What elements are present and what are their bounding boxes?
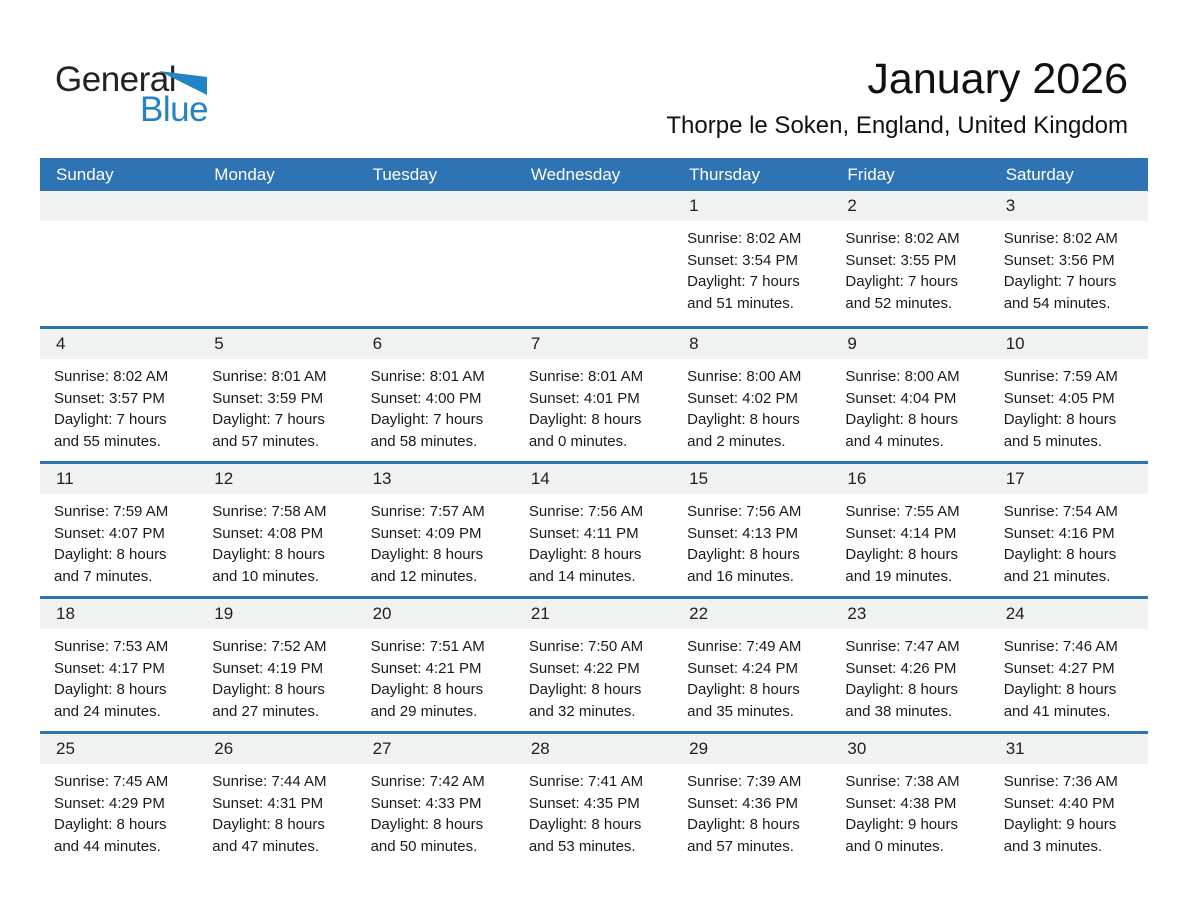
weekday-header-tuesday: Tuesday — [372, 164, 438, 184]
day-number — [198, 191, 356, 221]
sunrise-text: Sunrise: 8:02 AM — [54, 368, 169, 385]
daylight-minutes-text: and 16 minutes. — [687, 567, 794, 585]
daylight-minutes-text: and 32 minutes. — [528, 702, 636, 720]
day-cell — [515, 191, 673, 326]
day-cell — [198, 599, 356, 731]
daylight-minutes-text: and 0 minutes. — [845, 837, 944, 855]
day-number: 17 — [990, 464, 1148, 494]
daylight-minutes-text: and 4 minutes. — [845, 432, 944, 450]
sunset-text: Sunset: 4:26 PM — [845, 659, 957, 677]
daylight-minutes-text: and 53 minutes. — [528, 837, 636, 855]
sunset-text: Sunset: 3:54 PM — [687, 251, 799, 269]
sunset-text: Sunset: 4:24 PM — [687, 659, 799, 677]
day-details — [357, 221, 515, 228]
sunrise-text: Sunrise: 8:02 AM — [687, 230, 802, 247]
day-number: 27 — [357, 734, 515, 764]
day-details — [198, 629, 356, 722]
daylight-hours-text: Daylight: 8 hours — [845, 681, 958, 698]
daylight-hours-text: Daylight: 7 hours — [212, 411, 325, 428]
day-cell — [198, 734, 356, 866]
day-number: 20 — [357, 599, 515, 629]
day-cell — [831, 734, 989, 866]
day-number: 30 — [831, 734, 989, 764]
day-details — [673, 494, 831, 587]
sunrise-text: Sunrise: 7:46 AM — [1003, 638, 1118, 655]
day-details — [673, 764, 831, 857]
weekday-header-sunday: Sunday — [56, 164, 114, 184]
daylight-hours-text: Daylight: 8 hours — [687, 411, 800, 428]
daylight-hours-text: Daylight: 8 hours — [687, 681, 800, 698]
daylight-minutes-text: and 5 minutes. — [1003, 432, 1103, 450]
daylight-minutes-text: and 50 minutes. — [370, 837, 478, 855]
daylight-hours-text: Daylight: 8 hours — [370, 546, 484, 563]
daylight-minutes-text: and 10 minutes. — [212, 567, 320, 585]
sunrise-text: Sunrise: 8:01 AM — [212, 368, 327, 385]
daylight-minutes-text: and 51 minutes. — [687, 294, 794, 312]
sunrise-text: Sunrise: 7:53 AM — [54, 638, 169, 655]
sunrise-text: Sunrise: 7:51 AM — [370, 638, 485, 655]
day-details — [357, 359, 515, 452]
day-details — [198, 359, 356, 452]
sunrise-text: Sunrise: 8:01 AM — [370, 368, 485, 385]
logo-text-general: General — [55, 60, 177, 99]
sunrise-text: Sunrise: 7:47 AM — [845, 638, 960, 655]
day-number: 7 — [515, 329, 673, 359]
sunset-text: Sunset: 4:00 PM — [370, 389, 482, 407]
day-number: 1 — [673, 191, 831, 221]
day-cell — [40, 599, 198, 731]
daylight-minutes-text: and 7 minutes. — [54, 567, 153, 585]
sunrise-text: Sunrise: 7:39 AM — [687, 773, 802, 790]
sunset-text: Sunset: 4:17 PM — [54, 659, 165, 677]
sunrise-text: Sunrise: 7:55 AM — [845, 503, 960, 520]
day-cell — [515, 734, 673, 866]
daylight-hours-text: Daylight: 8 hours — [687, 816, 800, 833]
month-title: January 2026 — [867, 55, 1128, 103]
day-number: 3 — [990, 191, 1148, 221]
logo-text-blue: Blue — [140, 90, 209, 129]
daylight-hours-text: Daylight: 9 hours — [1003, 816, 1117, 833]
week-row-5 — [40, 731, 1148, 866]
day-number: 5 — [198, 329, 356, 359]
day-details — [515, 494, 673, 587]
day-details — [831, 494, 989, 587]
week-row-3 — [40, 461, 1148, 596]
day-cell — [990, 191, 1148, 326]
day-cell — [673, 734, 831, 866]
day-number: 21 — [515, 599, 673, 629]
sunset-text: Sunset: 4:29 PM — [54, 794, 165, 812]
sunrise-text: Sunrise: 8:02 AM — [845, 230, 960, 247]
sunset-text: Sunset: 4:14 PM — [845, 524, 957, 542]
daylight-hours-text: Daylight: 8 hours — [54, 816, 167, 833]
daylight-minutes-text: and 38 minutes. — [845, 702, 953, 720]
daylight-hours-text: Daylight: 8 hours — [370, 816, 484, 833]
day-cell — [40, 464, 198, 596]
day-details — [515, 629, 673, 722]
daylight-hours-text: Daylight: 7 hours — [370, 411, 484, 428]
day-cell — [198, 329, 356, 461]
day-number: 4 — [40, 329, 198, 359]
sunset-text: Sunset: 4:08 PM — [212, 524, 324, 542]
day-cell — [515, 464, 673, 596]
sunrise-text: Sunrise: 7:44 AM — [212, 773, 327, 790]
daylight-hours-text: Daylight: 8 hours — [1003, 681, 1117, 698]
sunset-text: Sunset: 3:57 PM — [54, 389, 165, 407]
day-number: 12 — [198, 464, 356, 494]
daylight-hours-text: Daylight: 8 hours — [528, 546, 642, 563]
daylight-minutes-text: and 14 minutes. — [528, 567, 636, 585]
sunset-text: Sunset: 4:31 PM — [212, 794, 324, 812]
day-number: 2 — [831, 191, 989, 221]
calendar-body — [40, 191, 1148, 866]
day-cell — [673, 191, 831, 326]
day-cell — [357, 329, 515, 461]
day-details — [40, 359, 198, 452]
day-number: 10 — [990, 329, 1148, 359]
sunrise-text: Sunrise: 7:50 AM — [528, 638, 644, 655]
weekday-header-saturday: Saturday — [1005, 164, 1074, 184]
weekday-header-wednesday: Wednesday — [530, 164, 621, 184]
sunrise-text: Sunrise: 7:41 AM — [528, 773, 644, 790]
day-details — [515, 221, 673, 228]
daylight-hours-text: Daylight: 8 hours — [212, 546, 325, 563]
day-number: 22 — [673, 599, 831, 629]
sunset-text: Sunset: 4:04 PM — [845, 389, 957, 407]
day-details — [673, 359, 831, 452]
day-cell — [40, 191, 198, 326]
sunrise-text: Sunrise: 8:02 AM — [1003, 230, 1118, 247]
day-number: 29 — [673, 734, 831, 764]
sunset-text: Sunset: 4:02 PM — [687, 389, 799, 407]
day-cell — [673, 599, 831, 731]
daylight-hours-text: Daylight: 9 hours — [845, 816, 958, 833]
weekday-header-thursday: Thursday — [689, 164, 761, 184]
location-subtitle: Thorpe le Soken, England, United Kingdom — [666, 112, 1128, 140]
sunrise-text: Sunrise: 7:57 AM — [370, 503, 485, 520]
daylight-minutes-text: and 54 minutes. — [1003, 294, 1111, 312]
weekday-header-friday: Friday — [847, 164, 895, 184]
day-number — [40, 191, 198, 221]
day-cell — [40, 329, 198, 461]
day-number: 8 — [673, 329, 831, 359]
sunset-text: Sunset: 3:55 PM — [845, 251, 957, 269]
daylight-minutes-text: and 12 minutes. — [370, 567, 478, 585]
sunset-text: Sunset: 4:35 PM — [528, 794, 640, 812]
sunrise-text: Sunrise: 7:36 AM — [1003, 773, 1118, 790]
day-details — [990, 764, 1148, 857]
week-row-1 — [40, 191, 1148, 326]
day-details — [673, 221, 831, 314]
day-cell — [990, 329, 1148, 461]
day-cell — [515, 329, 673, 461]
sunrise-text: Sunrise: 7:49 AM — [687, 638, 802, 655]
day-cell — [990, 464, 1148, 596]
day-cell — [831, 191, 989, 326]
day-cell — [831, 464, 989, 596]
sunrise-text: Sunrise: 8:00 AM — [845, 368, 960, 385]
day-number: 31 — [990, 734, 1148, 764]
day-details — [40, 494, 198, 587]
daylight-hours-text: Daylight: 8 hours — [1003, 546, 1117, 563]
day-details — [831, 221, 989, 314]
daylight-hours-text: Daylight: 8 hours — [1003, 411, 1117, 428]
day-details — [515, 359, 673, 452]
sunrise-text: Sunrise: 7:42 AM — [370, 773, 485, 790]
daylight-hours-text: Daylight: 8 hours — [54, 681, 167, 698]
sunset-text: Sunset: 4:21 PM — [370, 659, 482, 677]
daylight-minutes-text: and 55 minutes. — [54, 432, 161, 450]
sunrise-text: Sunrise: 7:38 AM — [845, 773, 960, 790]
daylight-hours-text: Daylight: 8 hours — [528, 681, 642, 698]
calendar-header — [666, 56, 1128, 140]
day-number: 16 — [831, 464, 989, 494]
sunrise-text: Sunrise: 7:45 AM — [54, 773, 169, 790]
day-number: 18 — [40, 599, 198, 629]
day-cell — [515, 599, 673, 731]
day-cell — [40, 734, 198, 866]
sunrise-text: Sunrise: 7:59 AM — [54, 503, 169, 520]
sunset-text: Sunset: 4:22 PM — [528, 659, 640, 677]
day-number: 9 — [831, 329, 989, 359]
daylight-minutes-text: and 19 minutes. — [845, 567, 953, 585]
day-details — [357, 764, 515, 857]
sunrise-text: Sunrise: 7:56 AM — [687, 503, 802, 520]
day-number: 6 — [357, 329, 515, 359]
day-number: 24 — [990, 599, 1148, 629]
daylight-minutes-text: and 35 minutes. — [687, 702, 794, 720]
sunrise-text: Sunrise: 7:52 AM — [212, 638, 327, 655]
day-details — [198, 221, 356, 228]
sunset-text: Sunset: 4:16 PM — [1003, 524, 1115, 542]
day-number: 15 — [673, 464, 831, 494]
daylight-hours-text: Daylight: 8 hours — [370, 681, 484, 698]
daylight-hours-text: Daylight: 7 hours — [1003, 273, 1117, 290]
sunset-text: Sunset: 4:40 PM — [1003, 794, 1115, 812]
day-cell — [357, 464, 515, 596]
day-details — [357, 494, 515, 587]
daylight-minutes-text: and 21 minutes. — [1003, 567, 1111, 585]
daylight-minutes-text: and 52 minutes. — [845, 294, 953, 312]
day-number — [515, 191, 673, 221]
sunset-text: Sunset: 3:56 PM — [1003, 251, 1115, 269]
day-cell — [831, 329, 989, 461]
daylight-minutes-text: and 27 minutes. — [212, 702, 320, 720]
sunset-text: Sunset: 3:59 PM — [212, 389, 324, 407]
day-details — [357, 629, 515, 722]
day-number — [357, 191, 515, 221]
day-details — [831, 359, 989, 452]
daylight-minutes-text: and 0 minutes. — [528, 432, 628, 450]
general-blue-logo — [55, 60, 265, 130]
day-number: 28 — [515, 734, 673, 764]
day-number: 14 — [515, 464, 673, 494]
daylight-hours-text: Daylight: 7 hours — [845, 273, 958, 290]
day-cell — [831, 599, 989, 731]
day-number: 23 — [831, 599, 989, 629]
daylight-hours-text: Daylight: 8 hours — [845, 411, 958, 428]
daylight-minutes-text: and 47 minutes. — [212, 837, 320, 855]
day-details — [40, 629, 198, 722]
day-cell — [357, 734, 515, 866]
daylight-hours-text: Daylight: 8 hours — [528, 816, 642, 833]
day-cell — [673, 329, 831, 461]
daylight-minutes-text: and 41 minutes. — [1003, 702, 1111, 720]
day-details — [40, 221, 198, 228]
sunset-text: Sunset: 4:07 PM — [54, 524, 165, 542]
sunrise-text: Sunrise: 8:00 AM — [687, 368, 802, 385]
day-cell — [357, 599, 515, 731]
day-cell — [198, 464, 356, 596]
day-number: 25 — [40, 734, 198, 764]
day-cell — [198, 191, 356, 326]
week-row-4 — [40, 596, 1148, 731]
daylight-minutes-text: and 3 minutes. — [1003, 837, 1103, 855]
sunset-text: Sunset: 4:19 PM — [212, 659, 324, 677]
daylight-hours-text: Daylight: 8 hours — [212, 681, 325, 698]
sunset-text: Sunset: 4:01 PM — [528, 389, 640, 407]
daylight-minutes-text: and 58 minutes. — [370, 432, 478, 450]
daylight-hours-text: Daylight: 8 hours — [845, 546, 958, 563]
sunrise-text: Sunrise: 7:59 AM — [1003, 368, 1118, 385]
day-number: 26 — [198, 734, 356, 764]
day-cell — [990, 734, 1148, 866]
day-details — [515, 764, 673, 857]
day-details — [990, 359, 1148, 452]
day-cell — [357, 191, 515, 326]
day-details — [40, 764, 198, 857]
day-details — [990, 494, 1148, 587]
sunset-text: Sunset: 4:38 PM — [845, 794, 957, 812]
weekday-header-row — [40, 158, 1148, 191]
day-cell — [673, 464, 831, 596]
daylight-minutes-text: and 57 minutes. — [212, 432, 320, 450]
day-details — [831, 764, 989, 857]
daylight-hours-text: Daylight: 8 hours — [687, 546, 800, 563]
day-details — [990, 221, 1148, 314]
daylight-hours-text: Daylight: 8 hours — [528, 411, 642, 428]
day-details — [673, 629, 831, 722]
daylight-minutes-text: and 57 minutes. — [687, 837, 794, 855]
day-details — [198, 494, 356, 587]
daylight-hours-text: Daylight: 8 hours — [54, 546, 167, 563]
day-details — [198, 764, 356, 857]
week-row-2 — [40, 326, 1148, 461]
sunset-text: Sunset: 4:13 PM — [687, 524, 799, 542]
sunrise-text: Sunrise: 8:01 AM — [528, 368, 644, 385]
daylight-hours-text: Daylight: 7 hours — [54, 411, 167, 428]
daylight-minutes-text: and 29 minutes. — [370, 702, 478, 720]
sunset-text: Sunset: 4:36 PM — [687, 794, 799, 812]
daylight-hours-text: Daylight: 8 hours — [212, 816, 325, 833]
sunrise-text: Sunrise: 7:56 AM — [528, 503, 644, 520]
sunset-text: Sunset: 4:27 PM — [1003, 659, 1115, 677]
daylight-minutes-text: and 2 minutes. — [687, 432, 786, 450]
sunset-text: Sunset: 4:05 PM — [1003, 389, 1115, 407]
sunset-text: Sunset: 4:09 PM — [370, 524, 482, 542]
day-number: 13 — [357, 464, 515, 494]
daylight-hours-text: Daylight: 7 hours — [687, 273, 800, 290]
sunrise-text: Sunrise: 7:58 AM — [212, 503, 327, 520]
day-details — [990, 629, 1148, 722]
day-number: 19 — [198, 599, 356, 629]
weekday-header-monday: Monday — [214, 164, 275, 184]
day-details — [831, 629, 989, 722]
daylight-minutes-text: and 24 minutes. — [54, 702, 161, 720]
daylight-minutes-text: and 44 minutes. — [54, 837, 161, 855]
sunset-text: Sunset: 4:11 PM — [528, 524, 639, 542]
sunset-text: Sunset: 4:33 PM — [370, 794, 482, 812]
sunrise-text: Sunrise: 7:54 AM — [1003, 503, 1118, 520]
day-cell — [990, 599, 1148, 731]
calendar-table — [40, 158, 1148, 866]
day-number: 11 — [40, 464, 198, 494]
